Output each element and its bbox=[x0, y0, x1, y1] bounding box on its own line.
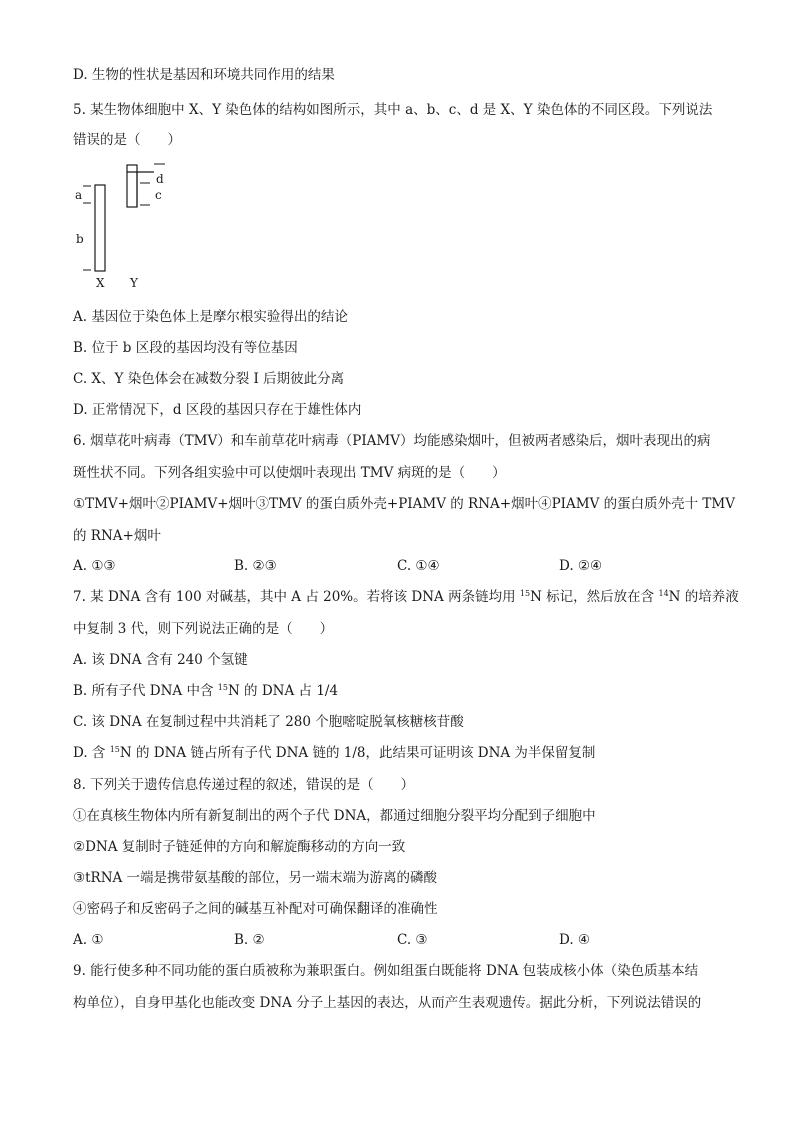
q8-option-b: B. ② bbox=[234, 932, 265, 948]
isotope-14-superscript: 14 bbox=[658, 589, 669, 598]
segment-a-label: a bbox=[75, 188, 83, 202]
q6-option-a: A. ①③ bbox=[73, 558, 116, 574]
xy-chromosome-figure bbox=[60, 155, 200, 295]
q7-option-b: B. 所有子代 DNA 中含 $^{15}$N 的 DNA 占 1/4 bbox=[73, 683, 339, 699]
segment-d-label: d bbox=[156, 172, 164, 186]
segment-c-label: c bbox=[155, 188, 162, 202]
q4-option-d: D. 生物的性状是基因和环境共同作用的结果 bbox=[73, 67, 335, 83]
x-chromosome-label: X bbox=[96, 276, 105, 290]
q7-option-d: D. 含 $^{15}$N 的 DNA 链占所有子代 DNA 链的 1/8，此结果可证明该 DNA 为半保留复制 bbox=[73, 745, 596, 761]
q8-item-2: ②DNA 复制时子链延伸的方向和解旋酶移动的方向一致 bbox=[73, 839, 406, 855]
q8-option-c: C. ③ bbox=[397, 932, 428, 948]
y-chromosome bbox=[127, 165, 137, 207]
q7-stem-line2: 中复制 3 代，则下列说法正确的是（ ） bbox=[73, 621, 334, 637]
isotope-15-superscript: 15 bbox=[519, 589, 531, 598]
q7-option-c: C. 该 DNA 在复制过程中共消耗了 280 个胞嘧啶脱氧核糖核苷酸 bbox=[73, 714, 464, 730]
q9-stem-line2: 构单位），自身甲基化也能改变 DNA 分子上基因的表达，从而产生表观遗传。据此分析，下列说法错误的 bbox=[73, 995, 702, 1011]
chromosome-diagram bbox=[60, 155, 200, 295]
q6-items-line2: 的 RNA+烟叶 bbox=[73, 528, 161, 544]
q6-stem-line2: 斑性状不同。下列各组实验中可以使烟叶表现出 TMV 病斑的是（ ） bbox=[73, 465, 506, 481]
q5-stem-line1: 5. 某生物体细胞中 X、Y 染色体的结构如图所示，其中 a、b、c、d 是 X、Y 染色体的不同区段。下列说法 bbox=[73, 102, 713, 118]
q6-option-c: C. ①④ bbox=[397, 558, 440, 574]
q6-option-d: D. ②④ bbox=[559, 558, 603, 574]
q6-items-line1: ①TMV+烟叶②PIAMV+烟叶③TMV 的蛋白质外壳+PIAMV 的 RNA+烟叶④PIAMV 的蛋白质外壳十 TMV bbox=[73, 496, 735, 512]
segment-b-label: b bbox=[76, 232, 84, 246]
isotope-15-superscript: 15 bbox=[109, 745, 120, 754]
q5-option-c: C. X、Y 染色体会在减数分裂 I 后期彼此分离 bbox=[73, 371, 345, 387]
q8-options bbox=[73, 931, 733, 949]
q8-item-4: ④密码子和反密码子之间的碱基互补配对可确保翻译的准确性 bbox=[73, 901, 438, 917]
q5-option-b: B. 位于 b 区段的基因均没有等位基因 bbox=[73, 340, 298, 356]
q6-stem-line1: 6. 烟草花叶病毒（TMV）和车前草花叶病毒（PIAMV）均能感染烟叶，但被两者感染后，烟叶表现出的病 bbox=[73, 433, 711, 449]
isotope-15-superscript: 15 bbox=[217, 683, 228, 692]
q6-option-b: B. ②③ bbox=[234, 558, 277, 574]
q5-stem-line2: 错误的是（ ） bbox=[73, 132, 181, 148]
q8-option-a: A. ① bbox=[73, 932, 104, 948]
x-chromosome bbox=[95, 185, 105, 271]
q8-item-3: ③tRNA 一端是携带氨基酸的部位，另一端末端为游离的磷酸 bbox=[73, 870, 438, 886]
q7-stem-line1: 7. 某 DNA 含有 100 对碱基，其中 A 占 20%。若将该 DNA 两条链均用 $^{15}$N 标记，然后放在含 $^{14}$N 的培养液 bbox=[73, 589, 739, 605]
q8-item-1: ①在真核生物体内所有新复制出的两个子代 DNA，都通过细胞分裂平均分配到子细胞中 bbox=[73, 808, 596, 824]
q5-option-d: D. 正常情况下，d 区段的基因只存在于雄性体内 bbox=[73, 402, 362, 418]
q8-option-d: D. ④ bbox=[559, 932, 591, 948]
q8-stem: 8. 下列关于遗传信息传递过程的叙述，错误的是（ ） bbox=[73, 777, 415, 793]
q9-stem-line1: 9. 能行使多种不同功能的蛋白质被称为兼职蛋白。例如组蛋白既能将 DNA 包装成核小体（染色质基本结 bbox=[73, 963, 699, 979]
y-chromosome-label: Y bbox=[130, 276, 138, 290]
q7-option-a: A. 该 DNA 含有 240 个氢键 bbox=[73, 652, 248, 668]
q6-options bbox=[73, 557, 733, 575]
q5-option-a: A. 基因位于染色体上是摩尔根实验得出的结论 bbox=[73, 309, 348, 325]
